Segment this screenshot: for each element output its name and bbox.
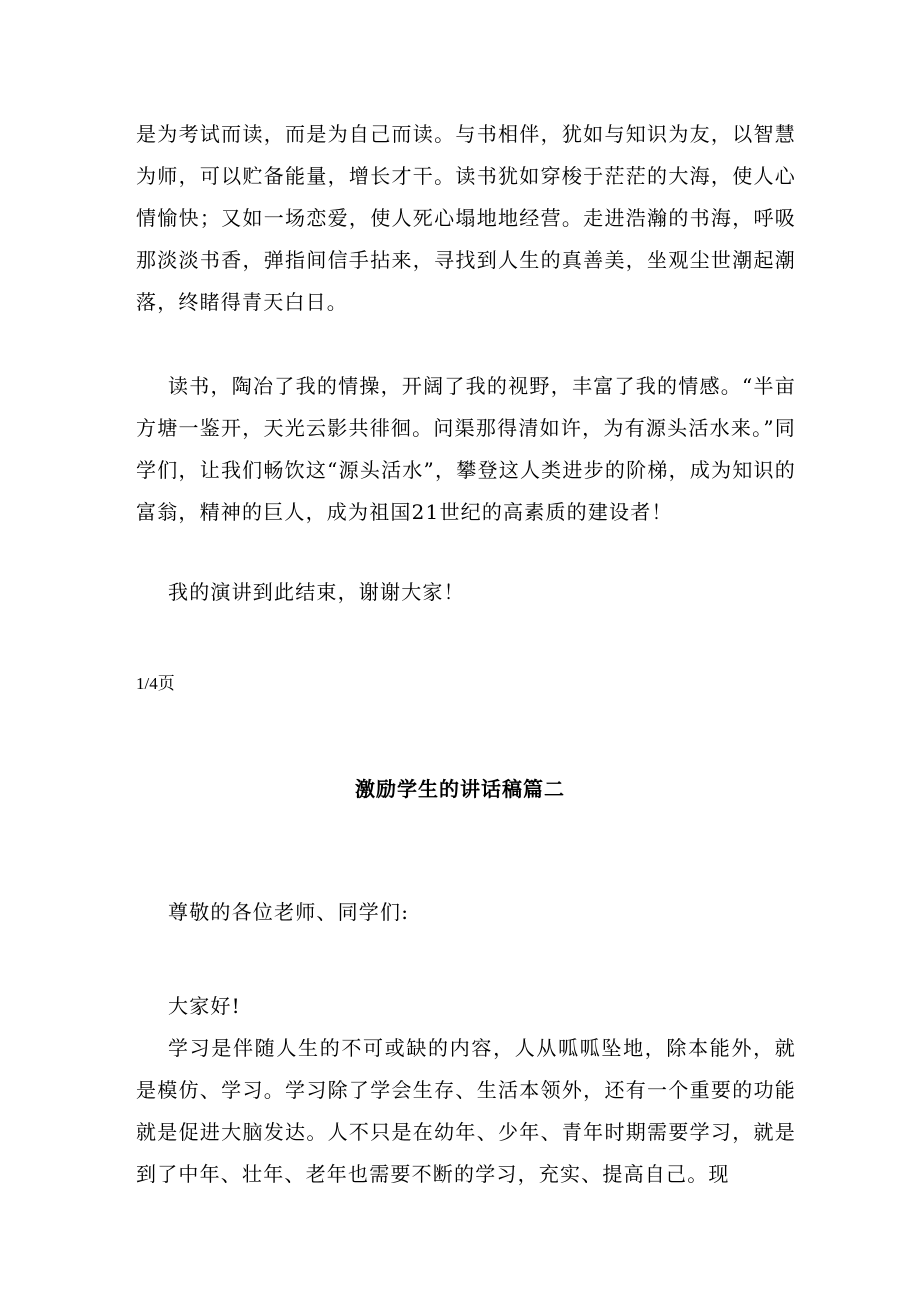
paragraph-learning: 学习是伴随人生的不可或缺的内容，人从呱呱坠地，除本能外，就是模仿、学习。学习除了学会生存、生活本领外，还有一个重要的功能就是促进大脑发达。人不只是在幼年、少年、青年时期需要学习，就是到了中年、壮年、老年也需要不断的学习，充实、提高自己。现 (136, 1036, 796, 1186)
paragraph-reading-benefits: 读书，陶冶了我的情操，开阔了我的视野，丰富了我的情感。“半亩方塘一鉴开，天光云影共徘徊。问渠那得清如许，为有源头活水来。”同学们，让我们畅饮这“源头活水”，攀登这人类进步的阶梯，成为知识的富翁，精神的巨人，成为祖国21世纪的高素质的建设者！ (136, 374, 796, 524)
greeting: 大家好! (168, 994, 241, 1018)
speech-body (136, 985, 796, 1195)
page-indicator: 1/4页 (136, 674, 175, 693)
paragraph-continuation: 是为考试而读，而是为自己而读。与书相伴，犹如与知识为友，以智慧为师，可以贮备能量，增长才干。读书犹如穿梭于茫茫的大海，使人心情愉快；又如一场恋爱，使人死心塌地地经营。走进浩瀚的书海，呼吸那淡淡书香，弹指间信手拈来，寻找到人生的真善美，坐观尘世潮起潮落，终睹得青天白日。 (136, 122, 796, 314)
section-title: 激励学生的讲话稿篇二 (355, 777, 565, 801)
salutation: 尊敬的各位老师、同学们: (168, 900, 410, 924)
paragraph-closing: 我的演讲到此结束，谢谢大家！ (168, 580, 465, 604)
